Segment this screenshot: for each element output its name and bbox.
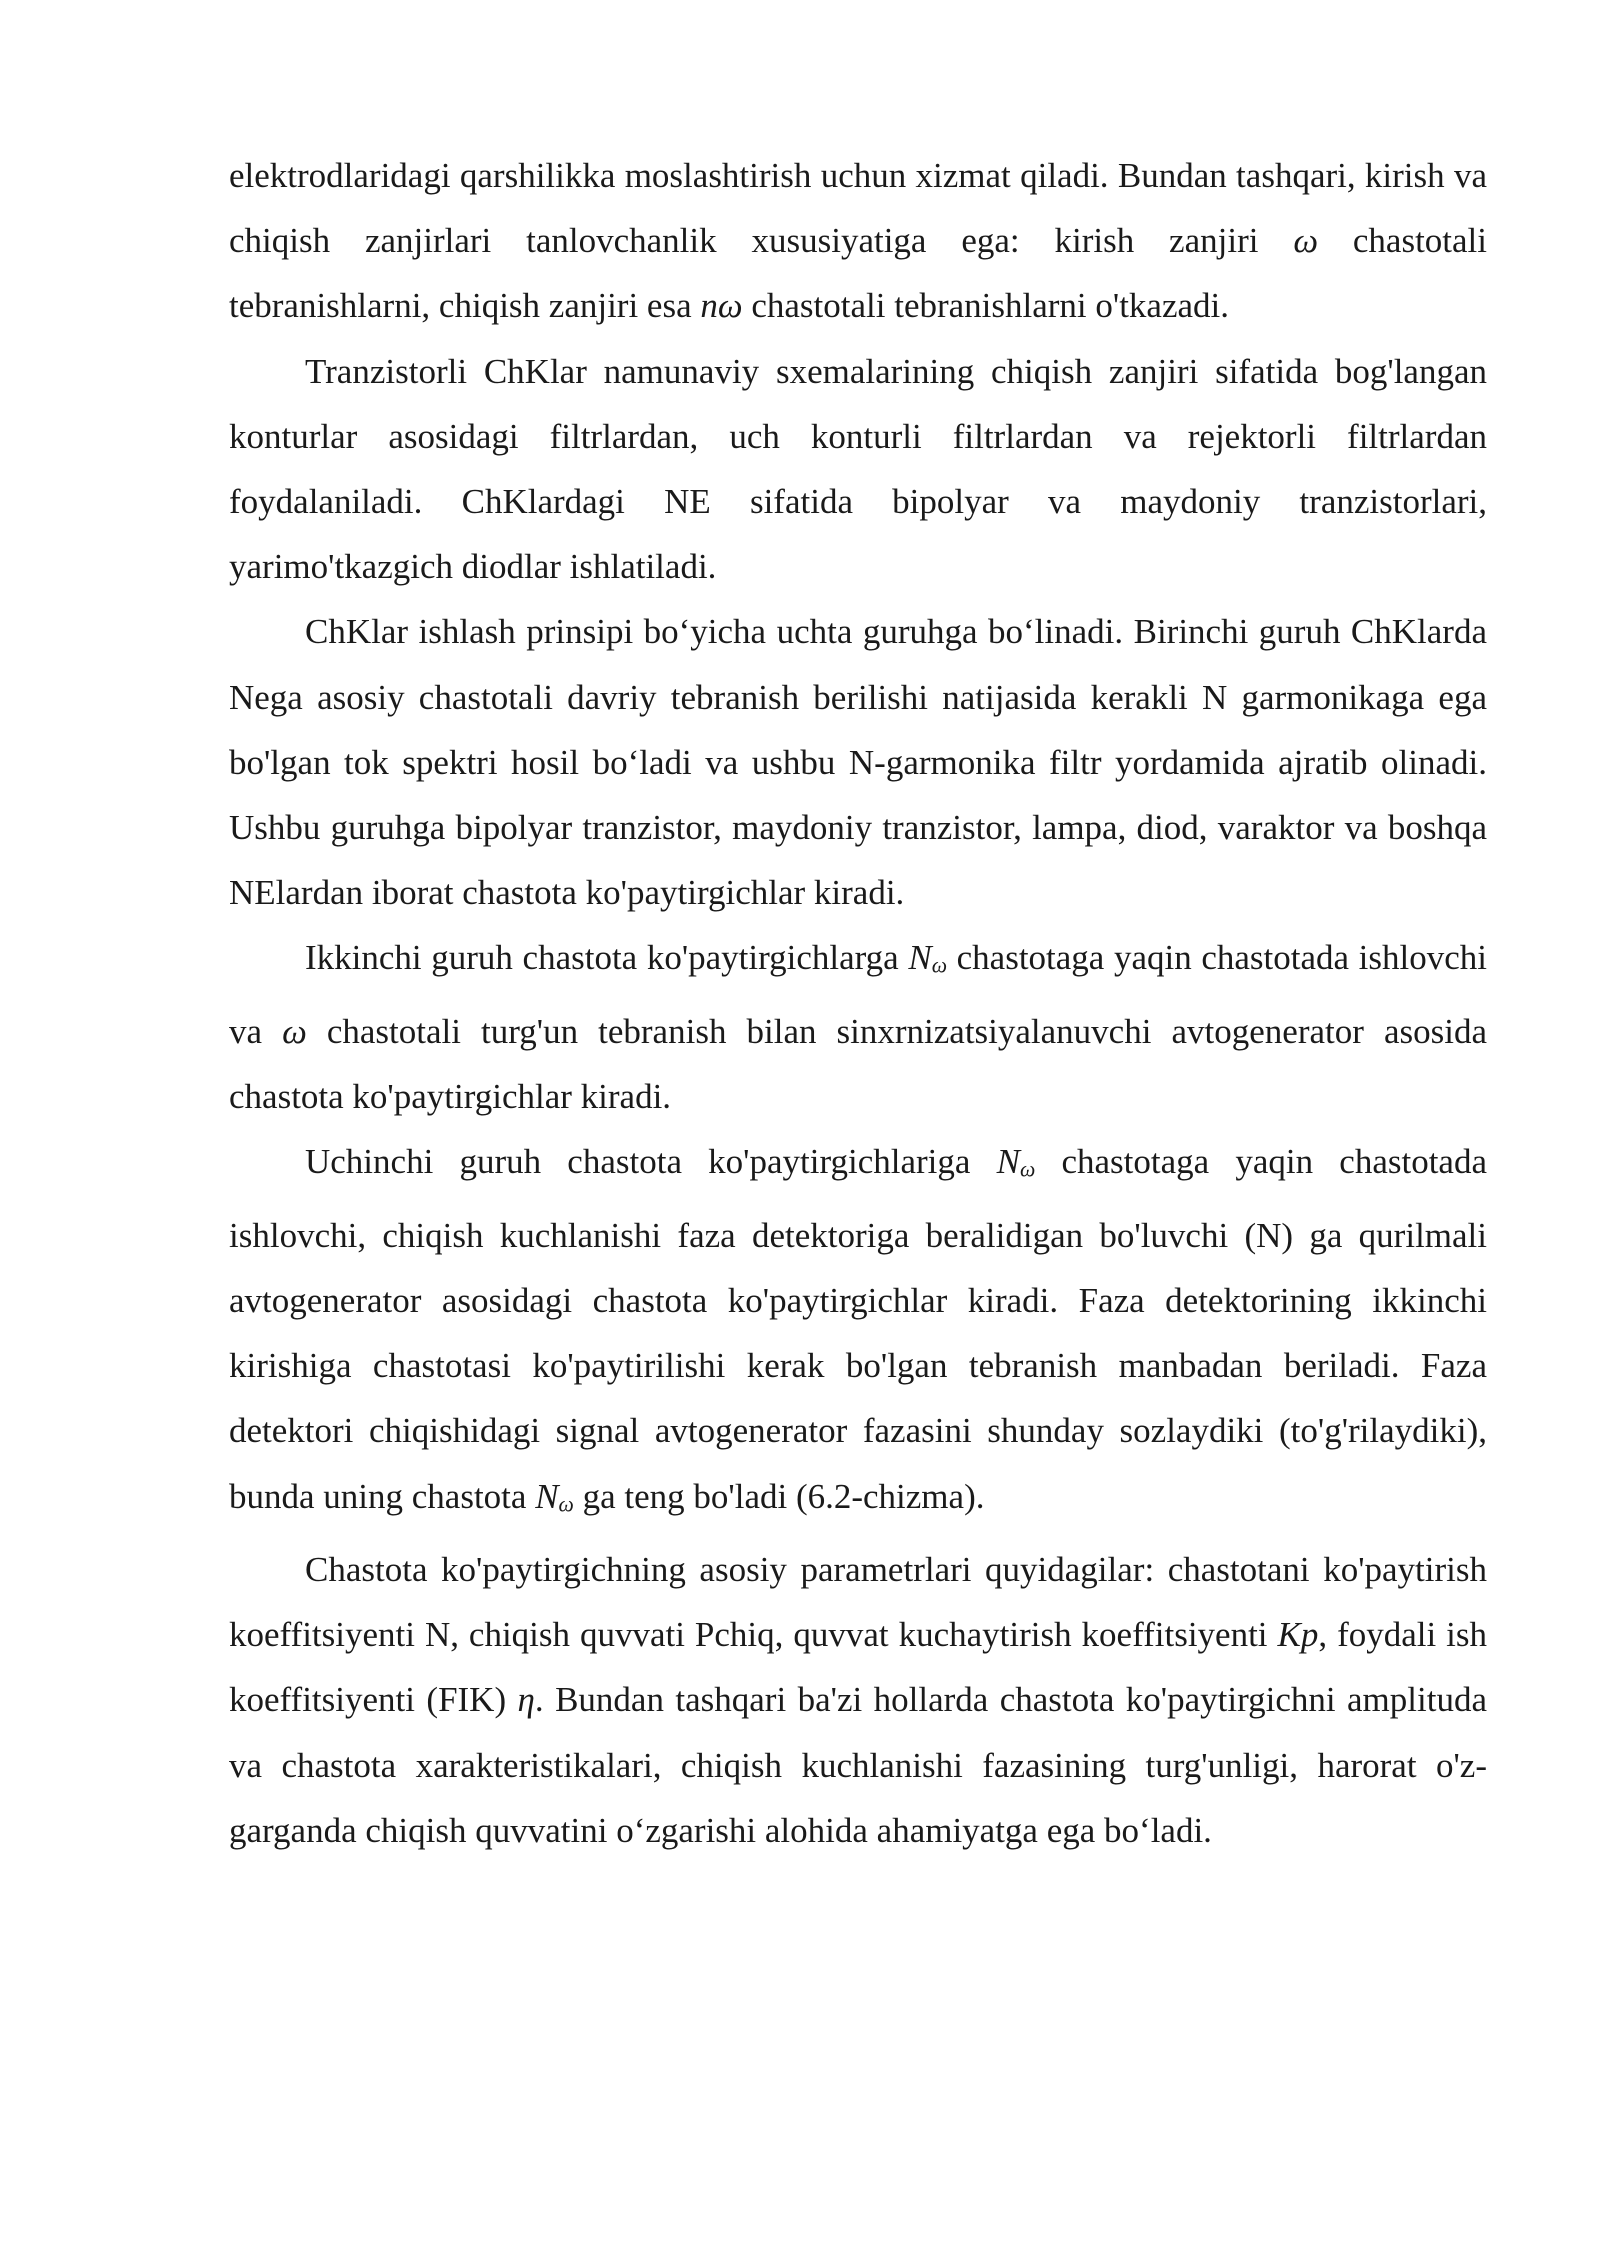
paragraph-3 [229, 599, 1487, 925]
math-n-omega: nω [700, 286, 743, 326]
text-run: , foydali ish koeffitsiyenti (FIK) [229, 1615, 1488, 1720]
text-run: ChKlar ishlash prinsipi bo‘yicha uchta guruhga bo‘linadi. Birinchi guruh ChKlarda Nega asosiy chastotali davriy tebranish berilishi natijasida kerakli N garmonikaga ega bo'lgan tok spektri hosil bo‘ladi va ushbu N-garmonika filtr yordamida ajratib olinadi. Ushbu guruhga bipolyar tranzistor, maydoniy tranzistor, lampa, diod, varaktor va boshqa NElardan iborat chastota ko'paytirgichlar kiradi. [229, 612, 1487, 913]
text-run: chastotali tebranishlarni, chiqish zanjiri esa [229, 221, 1488, 326]
math-n-symbol: Nω [996, 1142, 1036, 1182]
text-run: ga teng bo'ladi (6.2-chizma). [573, 1476, 985, 1516]
math-eta: η [517, 1680, 535, 1720]
document-body [229, 143, 1487, 1863]
math-omega-subscript: ω [1019, 1157, 1036, 1182]
text-run: elektrodlaridagi qarshilikka moslashtirish uchun xizmat qiladi. Bundan tashqari, kirish va chiqish zanjirlari tanlovchanlik xususiyatiga ega: kirish zanjiri [229, 156, 1487, 261]
math-kp: Kp [1277, 1615, 1319, 1655]
paragraph-1 [229, 143, 1487, 339]
math-omega: ω [282, 1011, 307, 1051]
paragraph-6 [229, 1537, 1487, 1863]
text-run: Uchinchi guruh chastota ko'paytirgichlariga [305, 1142, 997, 1182]
paragraph-2 [229, 339, 1487, 600]
text-run: Chastota ko'paytirgichning asosiy parametrlari quyidagilar: chastotani ko'paytirish koeffitsiyenti N, chiqish quvvati Pchiq, quvvat kuchaytirish koeffitsiyenti [229, 1550, 1487, 1655]
paragraph-4 [229, 925, 1487, 1129]
math-omega-subscript: ω [931, 953, 948, 978]
text-run: . Bundan tashqari ba'zi hollarda chastota ko'paytirgichni amplituda va chastota xarakteristikalari, chiqish kuchlanishi fazasining turg'unligi, harorat o'z-garganda chiqish quvvatini o‘zgarishi alohida ahamiyatga ega bo‘ladi. [229, 1680, 1487, 1850]
math-n-symbol: Nω [908, 938, 948, 978]
math-omega-subscript: ω [558, 1491, 574, 1516]
math-n-symbol: Nω [535, 1476, 574, 1516]
text-run: chastotali tebranishlarni o'tkazadi. [742, 286, 1230, 326]
text-run: chastotaga yaqin chastotada ishlovchi, chiqish kuchlanishi faza detektoriga beralidigan bo'luvchi (N) ga qurilmali avtogenerator asosidagi chastota ko'paytirgichlar kiradi. Faza detektorining ikkinchi kirishiga chastotasi ko'paytirilishi kerak bo'lgan tebranish manbadan beriladi. Faza detektori chiqishidagi signal avtogenerator fazasini shunday sozlaydiki (to'g'rilaydiki), bunda uning chastota [229, 1142, 1487, 1516]
text-run: Tranzistorli ChKlar namunaviy sxemalarining chiqish zanjiri sifatida bog'langan konturlar asosidagi filtrlardan, uch konturli filtrlardan va rejektorli filtrlardan foydalaniladi. ChKlardagi NE sifatida bipolyar va maydoniy tranzistorlari, yarimo'tkazgich diodlar ishlatiladi. [229, 351, 1487, 587]
text-run: Ikkinchi guruh chastota ko'paytirgichlarga [305, 938, 909, 978]
text-run: chastotali turg'un tebranish bilan sinxrnizatsiyalanuvchi avtogenerator asosida chastota ko'paytirgichlar kiradi. [229, 1011, 1487, 1117]
paragraph-5 [229, 1129, 1487, 1537]
math-omega: ω [1293, 221, 1319, 261]
text-run: chastotaga yaqin chastotada ishlovchi va [229, 938, 1487, 1051]
